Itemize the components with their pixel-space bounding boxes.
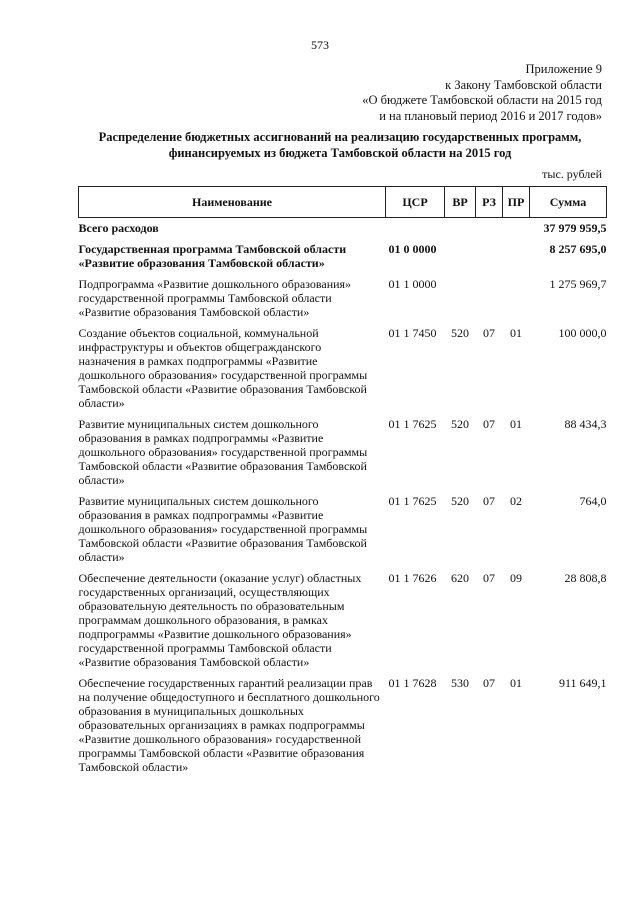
document-title-line: Распределение бюджетных ассигнований на реализацию государственных программ, [98, 130, 582, 144]
cell-sum: 1 275 969,7 [549, 277, 607, 291]
table-body [79, 218, 607, 779]
cell-name: Обеспечение деятельности (оказание услуг) областных государственных организаций, осуществляющих образовательную деятельность по образовательным программам дошкольного образования, в рамках подпрограммы «Развитие дошкольного образования» государственной программы Тамбовской области «Развитие образования Тамбовской области» [78, 571, 362, 669]
cell-csr: 01 1 7625 [388, 417, 437, 431]
page-number: 573 [311, 38, 329, 52]
cell-name: Всего расходов [78, 221, 159, 235]
cell-pr [503, 239, 530, 274]
cell-rz [476, 239, 503, 274]
cell-sum: 37 979 959,5 [543, 221, 607, 235]
table-row [79, 414, 607, 491]
cell-csr: 01 0 0000 [388, 242, 437, 256]
cell-pr: 01 [510, 326, 522, 340]
cell-rz: 07 [483, 676, 495, 690]
appendix-line: и на плановый период 2016 и 2017 годов» [379, 108, 602, 123]
cell-name: Подпрограмма «Развитие дошкольного образования» государственной программы Тамбовской области «Развитие образования Тамбовской области» [78, 277, 352, 319]
header-csr: ЦСР [386, 187, 445, 218]
cell-name: Развитие муниципальных систем дошкольного образования в рамках подпрограммы «Развитие дошкольного образования» государственной программы Тамбовской области «Развитие образования Тамбовской области» [78, 494, 368, 564]
cell-vr [445, 274, 476, 323]
cell-vr: 620 [451, 571, 469, 585]
cell-csr [386, 218, 445, 240]
table-row [79, 673, 607, 778]
table-row [79, 568, 607, 673]
cell-pr [503, 218, 530, 240]
cell-vr: 530 [451, 676, 469, 690]
cell-rz: 07 [483, 417, 495, 431]
table-header [79, 187, 607, 218]
budget-table [78, 186, 607, 778]
header-vr: ВР [445, 187, 476, 218]
table-row [79, 323, 607, 414]
cell-rz [476, 218, 503, 240]
cell-csr: 01 1 7626 [388, 571, 437, 585]
header-rz: РЗ [476, 187, 503, 218]
table-row-program [79, 239, 607, 274]
cell-sum: 88 434,3 [564, 417, 607, 431]
table-header-row [79, 187, 607, 218]
cell-name: Развитие муниципальных систем дошкольного образования в рамках подпрограммы «Развитие дошкольного образования» государственной программы Тамбовской области «Развитие образования Тамбовской области» [78, 417, 368, 487]
cell-vr [445, 218, 476, 240]
cell-csr: 01 1 0000 [388, 277, 437, 291]
cell-sum: 28 808,8 [564, 571, 607, 585]
table-row [79, 274, 607, 323]
appendix-line: Приложение 9 [525, 62, 602, 76]
cell-csr: 01 1 7625 [388, 494, 437, 508]
appendix-note [362, 62, 602, 124]
cell-rz [476, 274, 503, 323]
cell-csr: 01 1 7628 [388, 676, 437, 690]
table-row-total [79, 218, 607, 240]
cell-vr: 520 [451, 494, 469, 508]
cell-pr [503, 274, 530, 323]
appendix-line: к Закону Тамбовской области [445, 77, 602, 92]
cell-vr: 520 [451, 326, 469, 340]
cell-name: Создание объектов социальной, коммунальной инфраструктуры и объектов общегражданского назначения в рамках подпрограммы «Развитие дошкольного образования» государственной программы Тамбовской области «Развитие образования Тамбовской области» [78, 326, 368, 410]
document-title-line: финансируемых из бюджета Тамбовской области на 2015 год [168, 145, 512, 160]
cell-pr: 01 [510, 417, 522, 431]
document-title [60, 130, 620, 161]
cell-pr: 09 [510, 571, 522, 585]
cell-name: Государственная программа Тамбовской области «Развитие образования Тамбовской области» [78, 242, 347, 270]
cell-csr: 01 1 7450 [388, 326, 437, 340]
cell-rz: 07 [483, 326, 495, 340]
cell-vr: 520 [451, 417, 469, 431]
header-sum: Сумма [530, 187, 607, 218]
cell-sum: 911 649,1 [558, 676, 607, 690]
cell-pr: 01 [510, 676, 522, 690]
units-label: тыс. рублей [542, 167, 602, 181]
cell-sum: 764,0 [579, 494, 607, 508]
cell-vr [445, 239, 476, 274]
cell-sum: 8 257 695,0 [549, 242, 607, 256]
header-pr: ПР [503, 187, 530, 218]
cell-rz: 07 [483, 494, 495, 508]
cell-rz: 07 [483, 571, 495, 585]
table-row [79, 491, 607, 568]
cell-name: Обеспечение государственных гарантий реализации прав на получение общедоступного и бесплатного дошкольного образования в муниципальных дошкольных образовательных организациях в рамках подпрограммы «Развитие дошкольного образования» государственной программы Тамбовской области «Развитие образования Тамбовской области» [78, 676, 380, 774]
header-name: Наименование [79, 187, 386, 218]
appendix-line: «О бюджете Тамбовской области на 2015 год [362, 93, 602, 107]
cell-pr: 02 [510, 494, 522, 508]
cell-sum: 100 000,0 [558, 326, 607, 340]
